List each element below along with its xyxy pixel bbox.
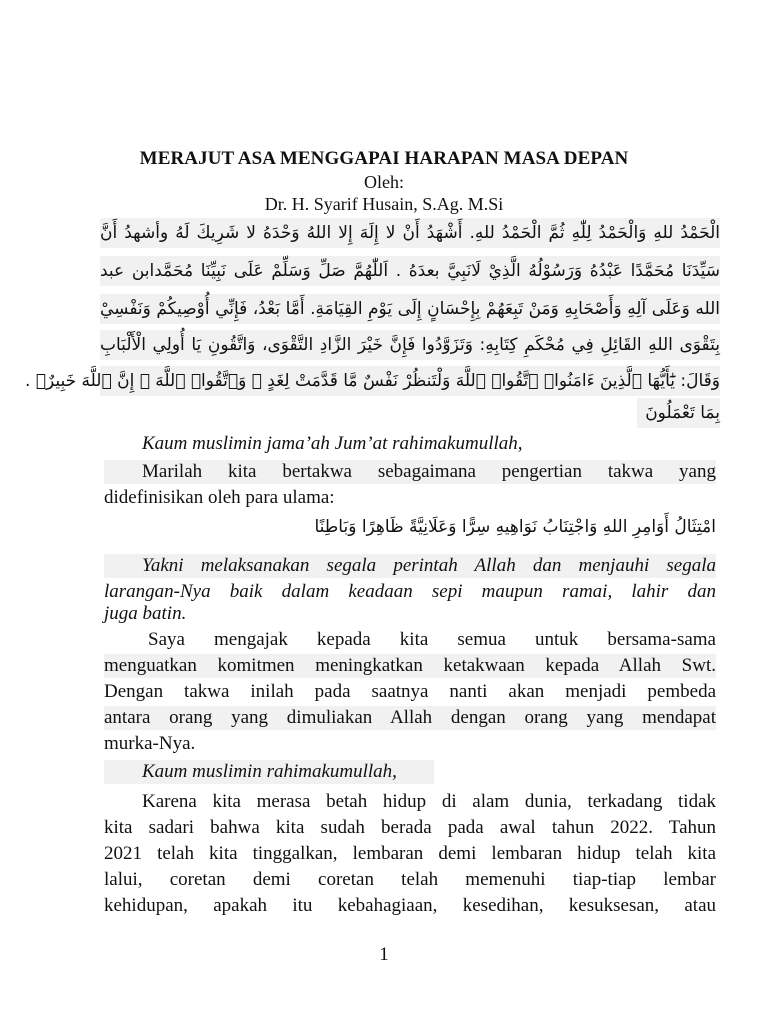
- paragraph-line: Saya mengajak kepada kita semua untuk bersama-sama: [148, 629, 716, 650]
- byline-label: Oleh:: [364, 172, 404, 192]
- paragraph-line: Marilah kita bertakwa sebagaimana pengertian takwa yang: [104, 460, 716, 484]
- paragraph-line: kehidupan, apakah itu kebahagiaan, kesedihan, kesuksesan, atau: [104, 895, 716, 916]
- document-title: MERAJUT ASA MENGGAPAI HARAPAN MASA DEPAN: [139, 148, 629, 169]
- page-number: 1: [379, 944, 389, 965]
- arabic-line: سَيِّدَنَا مُحَمَّدًا عَبْدُهُ وَرَسُوْلُهُ الَّذِيْ لَانَبِيَّ بعدَهُ . اَللّٰهُمَّ صَلِّ وَسَلِّمْ عَلَى نَبِيِّنَا مُحَمَّدابن عبد: [100, 256, 720, 286]
- salutation: Kaum muslimin jama’ah Jum’at rahimakumullah,: [142, 433, 523, 454]
- paragraph-line: didefinisikan oleh para ulama:: [104, 487, 335, 508]
- arabic-definition: امْتِثَالُ أَوَامِرِ اللهِ وَاجْتِنَابُ نَوَاهِيهِ سِرًّا وَعَلَانِيَّةً ظَاهِرًا وَبَاطِنًا: [314, 517, 716, 537]
- arabic-line: الْحَمْدُ للهِ وَالْحَمْدُ لِلّٰهِ ثُمَّ الْحَمْدُ للهِ. أَشْهَدُ أَنْ لا إِلَهَ إِلا اللهُ وَحْدَهُ لا شَرِيكَ لَهُ وأشهدُ أَنَّ: [100, 218, 720, 248]
- paragraph-line: murka-Nya.: [104, 733, 196, 754]
- paragraph-line: menguatkan komitmen meningkatkan ketakwaan kepada Allah Swt.: [104, 655, 716, 676]
- arabic-line: بِتَقْوَى اللهِ القَائِلِ فِي مُحْكَمِ كِتَابِهِ: وَتَزَوَّدُوا فَإِنَّ خَيْرَ الزَّادِ التَّقْوَى، وَاتَّقُونِ يَا أُولِي الْأَلْبَابِ: [100, 330, 720, 360]
- arabic-line: بِمَا تَعْمَلُونَ: [637, 398, 720, 428]
- paragraph-line: antara orang yang dimuliakan Allah dengan orang yang mendapat: [104, 707, 716, 728]
- paragraph-line: 2021 telah kita tinggalkan, lembaran demi lembaran hidup telah kita: [104, 843, 716, 864]
- author-name: Dr. H. Syarif Husain, S.Ag. M.Si: [264, 194, 504, 214]
- paragraph-line: Yakni melaksanakan segala perintah Allah dan menjauhi segala: [104, 554, 716, 578]
- arabic-line: الله وَعَلَى آلِهِ وَأَصْحَابِهِ وَمَنْ تَبِعَهُمْ بِإِحْسَانٍ إِلَى يَوْمِ القِيَامَةِ. أَمَّا بَعْدُ، فَإِنِّي أُوْصِيكُمْ وَنَفْسِيْ: [100, 294, 720, 324]
- paragraph-line: Karena kita merasa betah hidup di alam dunia, terkadang tidak: [142, 791, 716, 812]
- arabic-line: وَقَالَ: يَٰٓأَيُّهَا ٱلَّذِينَ ءَامَنُوا۟ ٱتَّقُوا۟ ٱللَّهَ وَلْتَنظُرْ نَفْسٌ مَّا قَدَّمَتْ لِغَدٍ ۖ وَٱتَّقُوا۟ ٱللَّهَ ۚ إِنَّ ٱللَّهَ خَبِيرٌۢ .: [100, 366, 720, 396]
- paragraph-line: larangan-Nya baik dalam keadaan sepi maupun ramai, lahir dan: [104, 581, 716, 602]
- paragraph-line: kita sadari bahwa kita sudah berada pada awal tahun 2022. Tahun: [104, 817, 716, 838]
- salutation: Kaum muslimin rahimakumullah,: [104, 760, 434, 784]
- paragraph-line: juga batin.: [104, 603, 187, 624]
- paragraph-line: Dengan takwa inilah pada saatnya nanti akan menjadi pembeda: [104, 681, 716, 702]
- paragraph-line: lalui, coretan demi coretan telah memenuhi tiap-tiap lembar: [104, 869, 716, 890]
